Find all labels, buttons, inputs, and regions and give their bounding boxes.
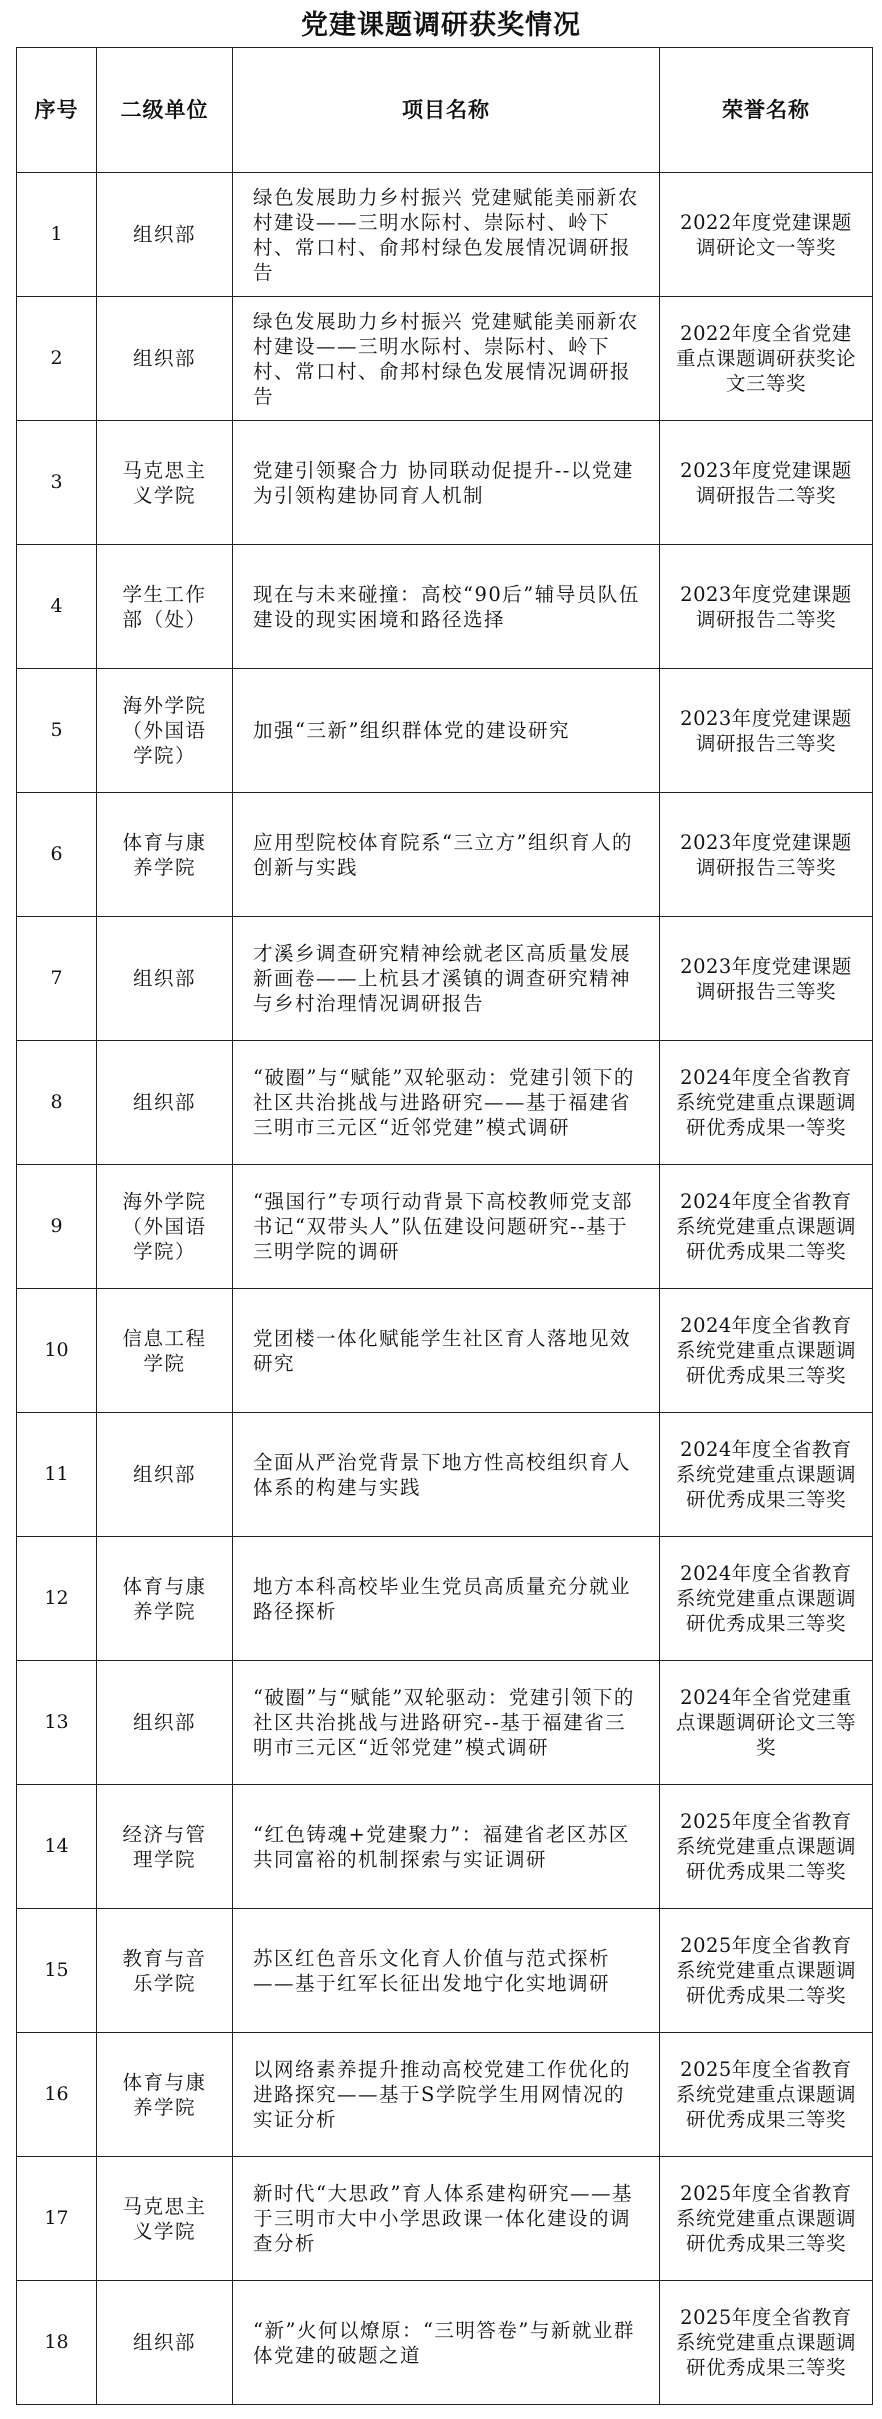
cell-honor: 2022年度党建课题调研论文一等奖 — [660, 173, 873, 297]
cell-index: 13 — [17, 1661, 97, 1785]
cell-index: 6 — [17, 793, 97, 917]
table-row — [17, 421, 873, 545]
cell-unit: 马克思主义学院 — [97, 2157, 233, 2281]
cell-project: “红色铸魂+党建聚力”：福建省老区苏区共同富裕的机制探索与实证调研 — [233, 1785, 660, 1909]
header-index: 序号 — [17, 48, 97, 173]
cell-project: “破圈”与“赋能”双轮驱动：党建引领下的社区共治挑战与进路研究——基于福建省三明市三元区“近邻党建”模式调研 — [233, 1041, 660, 1165]
cell-project: 应用型院校体育院系“三立方”组织育人的创新与实践 — [233, 793, 660, 917]
cell-unit: 组织部 — [97, 1413, 233, 1537]
cell-unit: 信息工程学院 — [97, 1289, 233, 1413]
table-row — [17, 1785, 873, 1909]
cell-unit: 体育与康养学院 — [97, 793, 233, 917]
cell-project: “破圈”与“赋能”双轮驱动：党建引领下的社区共治挑战与进路研究--基于福建省三明市三元区“近邻党建”模式调研 — [233, 1661, 660, 1785]
cell-unit: 海外学院（外国语学院） — [97, 1165, 233, 1289]
cell-index: 9 — [17, 1165, 97, 1289]
table-row — [17, 917, 873, 1041]
table-row — [17, 545, 873, 669]
cell-honor: 2025年度全省教育系统党建重点课题调研优秀成果三等奖 — [660, 2033, 873, 2157]
cell-unit: 教育与音乐学院 — [97, 1909, 233, 2033]
cell-project: 党团楼一体化赋能学生社区育人落地见效研究 — [233, 1289, 660, 1413]
table-row — [17, 669, 873, 793]
table-row — [17, 1909, 873, 2033]
cell-index: 12 — [17, 1537, 97, 1661]
cell-honor: 2023年度党建课题调研报告三等奖 — [660, 917, 873, 1041]
cell-honor: 2025年度全省教育系统党建重点课题调研优秀成果三等奖 — [660, 2281, 873, 2405]
cell-honor: 2024年度全省教育系统党建重点课题调研优秀成果三等奖 — [660, 1413, 873, 1537]
table-row — [17, 1537, 873, 1661]
cell-project: 全面从严治党背景下地方性高校组织育人体系的构建与实践 — [233, 1413, 660, 1537]
cell-index: 5 — [17, 669, 97, 793]
cell-index: 4 — [17, 545, 97, 669]
cell-index: 11 — [17, 1413, 97, 1537]
cell-project: “新”火何以燎原：“三明答卷”与新就业群体党建的破题之道 — [233, 2281, 660, 2405]
cell-project: 党建引领聚合力 协同联动促提升--以党建为引领构建协同育人机制 — [233, 421, 660, 545]
cell-index: 17 — [17, 2157, 97, 2281]
cell-unit: 体育与康养学院 — [97, 2033, 233, 2157]
cell-honor: 2025年度全省教育系统党建重点课题调研优秀成果三等奖 — [660, 2157, 873, 2281]
table-row — [17, 1041, 873, 1165]
cell-index: 15 — [17, 1909, 97, 2033]
awards-table — [16, 47, 873, 2405]
table-row — [17, 2033, 873, 2157]
table-body — [17, 173, 873, 2405]
cell-index: 2 — [17, 297, 97, 421]
cell-index: 8 — [17, 1041, 97, 1165]
header-honor: 荣誉名称 — [660, 48, 873, 173]
cell-project: 加强“三新”组织群体党的建设研究 — [233, 669, 660, 793]
cell-project: 绿色发展助力乡村振兴 党建赋能美丽新农村建设——三明水际村、崇际村、岭下村、常口村、俞邦村绿色发展情况调研报告 — [233, 297, 660, 421]
cell-project: 地方本科高校毕业生党员高质量充分就业路径探析 — [233, 1537, 660, 1661]
table-row — [17, 1661, 873, 1785]
cell-honor: 2024年度全省教育系统党建重点课题调研优秀成果一等奖 — [660, 1041, 873, 1165]
table-header-row — [17, 48, 873, 173]
cell-index: 14 — [17, 1785, 97, 1909]
cell-index: 10 — [17, 1289, 97, 1413]
cell-unit: 组织部 — [97, 917, 233, 1041]
cell-index: 3 — [17, 421, 97, 545]
table-row — [17, 2157, 873, 2281]
cell-unit: 马克思主义学院 — [97, 421, 233, 545]
cell-honor: 2023年度党建课题调研报告二等奖 — [660, 421, 873, 545]
cell-honor: 2023年度党建课题调研报告三等奖 — [660, 669, 873, 793]
cell-honor: 2024年度全省教育系统党建重点课题调研优秀成果三等奖 — [660, 1289, 873, 1413]
header-project: 项目名称 — [233, 48, 660, 173]
table-row — [17, 793, 873, 917]
table-row — [17, 173, 873, 297]
cell-honor: 2022年度全省党建重点课题调研获奖论文三等奖 — [660, 297, 873, 421]
cell-honor: 2025年度全省教育系统党建重点课题调研优秀成果二等奖 — [660, 1909, 873, 2033]
cell-project: 绿色发展助力乡村振兴 党建赋能美丽新农村建设——三明水际村、崇际村、岭下村、常口村、俞邦村绿色发展情况调研报告 — [233, 173, 660, 297]
cell-honor: 2023年度党建课题调研报告三等奖 — [660, 793, 873, 917]
cell-unit: 经济与管理学院 — [97, 1785, 233, 1909]
cell-honor: 2024年全省党建重点课题调研论文三等奖 — [660, 1661, 873, 1785]
cell-honor: 2024年度全省教育系统党建重点课题调研优秀成果三等奖 — [660, 1537, 873, 1661]
cell-unit: 组织部 — [97, 173, 233, 297]
table-row — [17, 1165, 873, 1289]
cell-honor: 2025年度全省教育系统党建重点课题调研优秀成果二等奖 — [660, 1785, 873, 1909]
cell-project: 才溪乡调查研究精神绘就老区高质量发展新画卷——上杭县才溪镇的调查研究精神与乡村治理情况调研报告 — [233, 917, 660, 1041]
cell-index: 16 — [17, 2033, 97, 2157]
table-row — [17, 297, 873, 421]
cell-unit: 体育与康养学院 — [97, 1537, 233, 1661]
cell-unit: 组织部 — [97, 1661, 233, 1785]
header-unit: 二级单位 — [97, 48, 233, 173]
cell-index: 7 — [17, 917, 97, 1041]
cell-project: 新时代“大思政”育人体系建构研究——基于三明市大中小学思政课一体化建设的调查分析 — [233, 2157, 660, 2281]
cell-unit: 学生工作部（处） — [97, 545, 233, 669]
cell-index: 18 — [17, 2281, 97, 2405]
cell-unit: 组织部 — [97, 297, 233, 421]
cell-honor: 2023年度党建课题调研报告二等奖 — [660, 545, 873, 669]
cell-project: 以网络素养提升推动高校党建工作优化的进路探究——基于S学院学生用网情况的实证分析 — [233, 2033, 660, 2157]
cell-project: 苏区红色音乐文化育人价值与范式探析——基于红军长征出发地宁化实地调研 — [233, 1909, 660, 2033]
cell-unit: 海外学院（外国语学院） — [97, 669, 233, 793]
cell-project: “强国行”专项行动背景下高校教师党支部书记“双带头人”队伍建设问题研究--基于三明学院的调研 — [233, 1165, 660, 1289]
cell-honor: 2024年度全省教育系统党建重点课题调研优秀成果二等奖 — [660, 1165, 873, 1289]
table-row — [17, 1413, 873, 1537]
cell-index: 1 — [17, 173, 97, 297]
cell-project: 现在与未来碰撞：高校“90后”辅导员队伍建设的现实困境和路径选择 — [233, 545, 660, 669]
cell-unit: 组织部 — [97, 2281, 233, 2405]
table-row — [17, 2281, 873, 2405]
table-row — [17, 1289, 873, 1413]
cell-unit: 组织部 — [97, 1041, 233, 1165]
page-title: 党建课题调研获奖情况 — [301, 10, 581, 41]
